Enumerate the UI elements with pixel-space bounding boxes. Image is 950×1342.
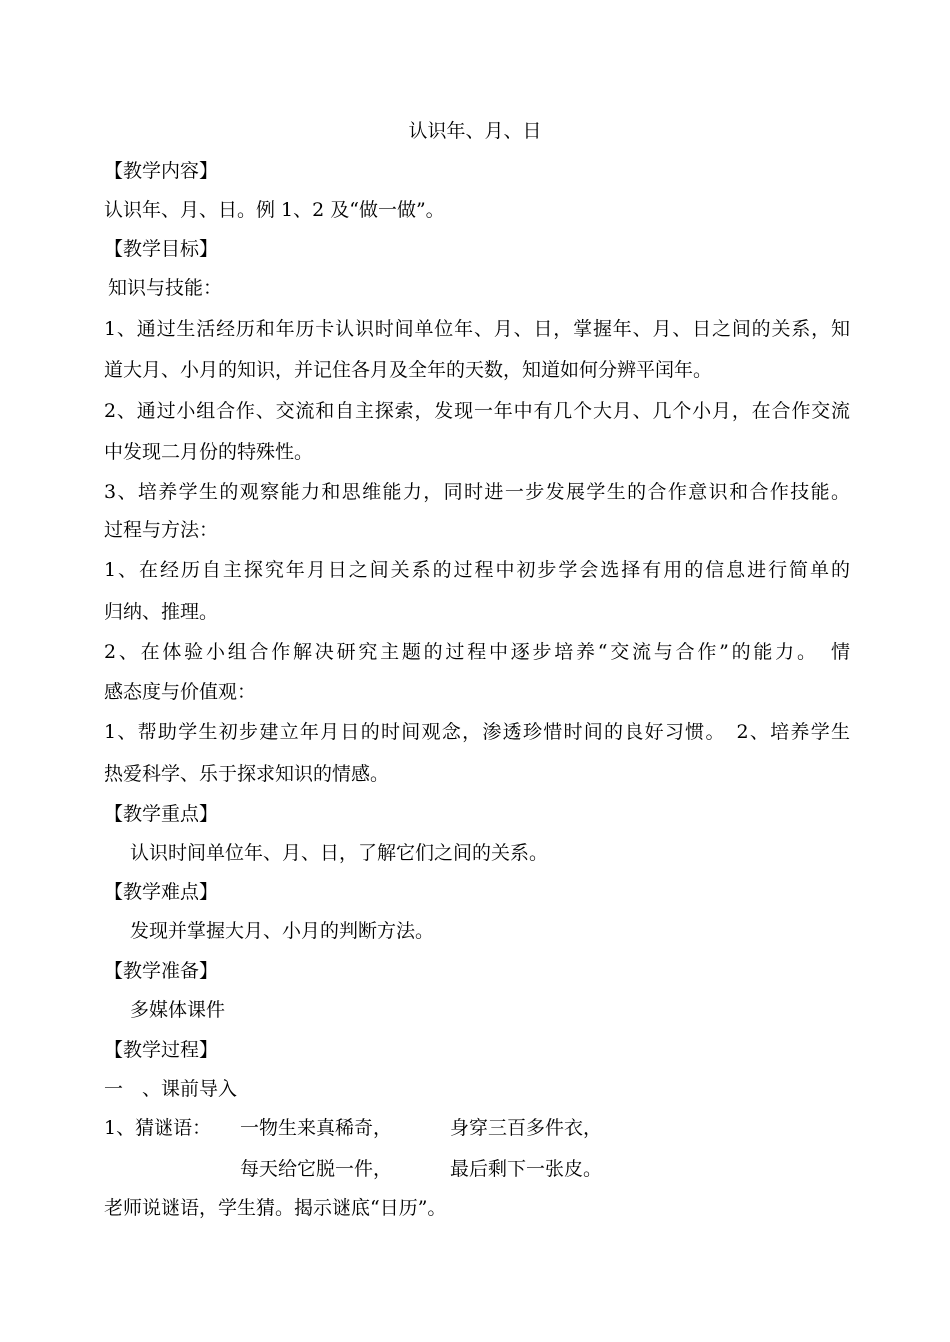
process2-line1: 2、在体验小组合作解决研究主题的过程中逐步培养“交流与合作”的能力。 情 xyxy=(104,641,850,663)
step1-heading: 一 、课前导入 xyxy=(104,1078,238,1100)
goal2-line2: 中发现二月份的特殊性。 xyxy=(104,441,314,463)
riddle-line2-a: 每天给它脱一件， xyxy=(240,1158,393,1180)
difficulty-heading: 【教学难点】 xyxy=(104,881,219,903)
riddle-answer: 老师说谜语，学生猜。揭示谜底“日历”。 xyxy=(104,1197,447,1219)
procedure-heading: 【教学过程】 xyxy=(104,1039,219,1061)
page-title: 认识年、月、日 xyxy=(408,120,542,142)
goal3-line1: 3、培养学生的观察能力和思维能力，同时进一步发展学生的合作意识和合作技能。 xyxy=(104,481,850,503)
process-heading: 过程与方法： xyxy=(104,519,219,541)
process1-line2: 归纳、推理。 xyxy=(104,601,219,623)
content-text: 认识年、月、日。例 1、2 及“做一做”。 xyxy=(104,199,445,221)
goal1-line2: 道大月、小月的知识，并记住各月及全年的天数，知道如何分辨平闰年。 xyxy=(104,359,713,381)
goals-heading: 【教学目标】 xyxy=(104,238,219,260)
key-text: 认识时间单位年、月、日，了解它们之间的关系。 xyxy=(130,842,549,864)
prep-heading: 【教学准备】 xyxy=(104,960,219,982)
goal2-line1: 2、通过小组合作、交流和自主探索，发现一年中有几个大月、几个小月，在合作交流 xyxy=(104,400,850,422)
process1-line1: 1、在经历自主探究年月日之间关系的过程中初步学会选择有用的信息进行简单的 xyxy=(104,559,850,581)
attitude-line2: 热爱科学、乐于探求知识的情感。 xyxy=(104,763,390,785)
attitude-line1: 1、帮助学生初步建立年月日的时间观念，渗透珍惜时间的良好习惯。 2、培养学生 xyxy=(104,721,850,743)
prep-text: 多媒体课件 xyxy=(130,999,226,1021)
difficulty-text: 发现并掌握大月、小月的判断方法。 xyxy=(130,920,435,942)
process2-line2: 感态度与价值观： xyxy=(104,681,257,703)
riddle-line2-b: 最后剩下一张皮。 xyxy=(450,1158,603,1180)
content-heading: 【教学内容】 xyxy=(104,160,219,182)
riddle-line1-b: 身穿三百多件衣， xyxy=(450,1117,603,1139)
key-heading: 【教学重点】 xyxy=(104,803,219,825)
goal1-line1: 1、通过生活经历和年历卡认识时间单位年、月、日，掌握年、月、日之间的关系，知 xyxy=(104,318,850,340)
riddle-label: 1、猜谜语： xyxy=(104,1117,212,1139)
riddle-line1-a: 一物生来真稀奇， xyxy=(240,1117,393,1139)
knowledge-heading: 知识与技能： xyxy=(108,277,223,299)
